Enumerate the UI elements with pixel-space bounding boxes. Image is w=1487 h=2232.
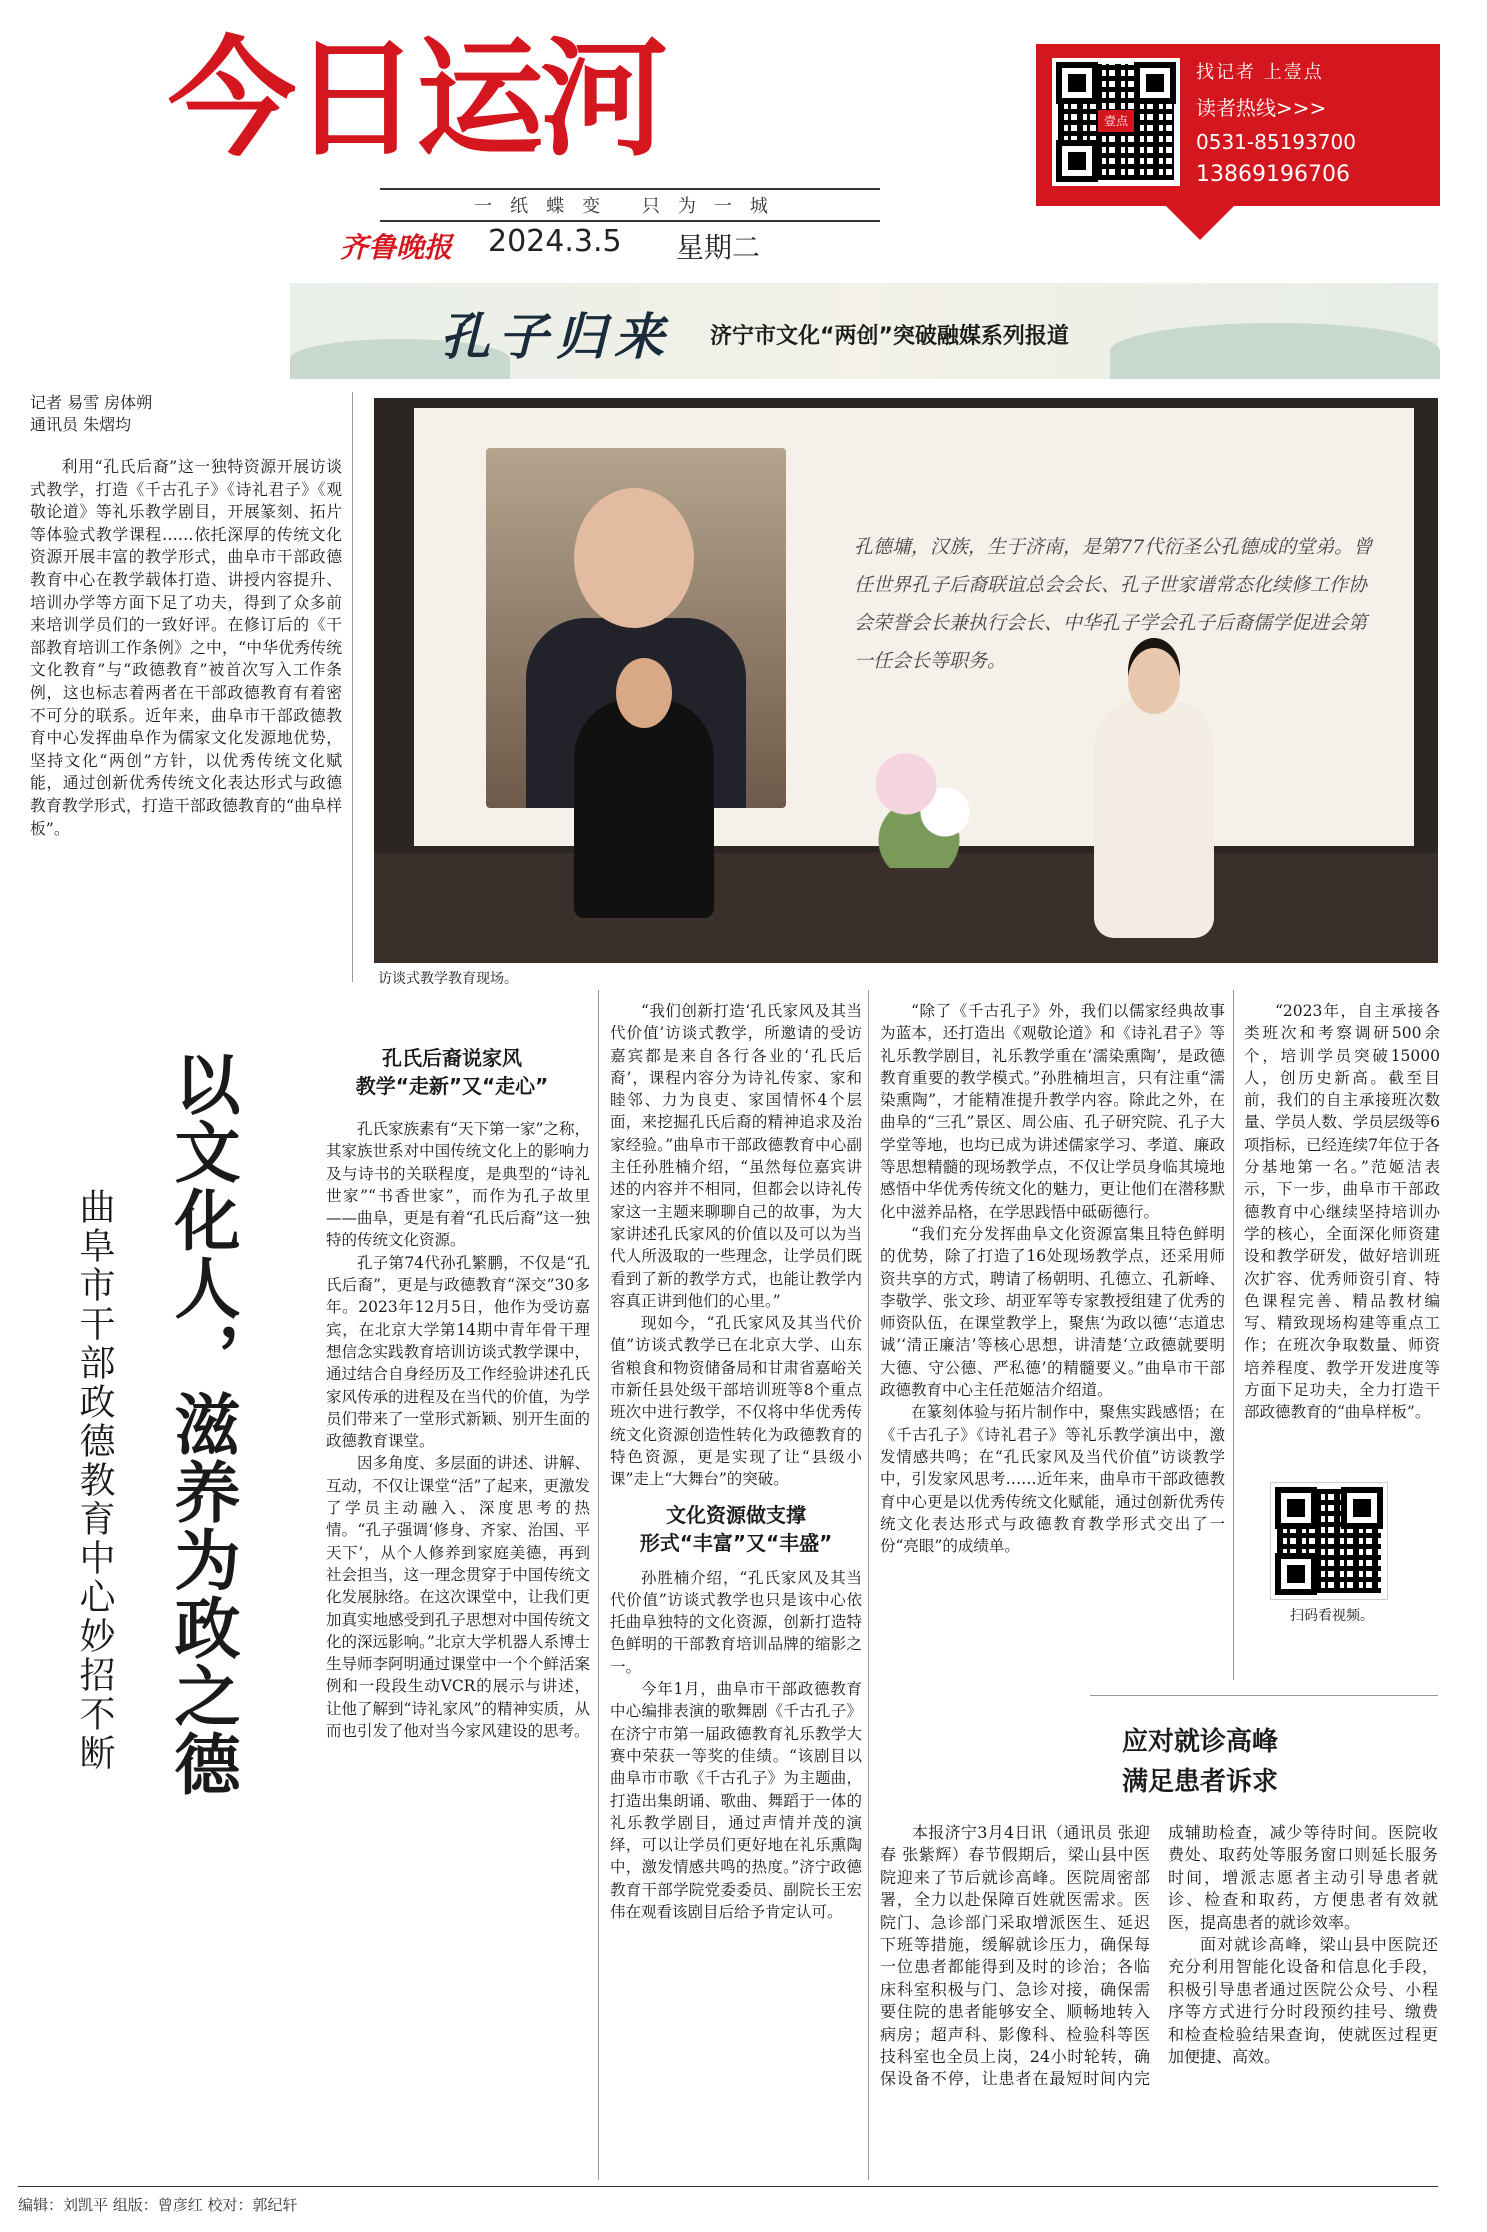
section2-heading: 文化资源做支撑 形式“丰富”又“丰盛” [639,1502,833,1555]
flower-arrangement [854,728,984,868]
series-subtitle: 济宁市文化“两创”突破融媒系列报道 [710,324,1069,349]
speech-bubble-tail [1160,200,1240,240]
paper-name: 齐鲁晚报 [340,231,453,264]
video-qr-code-icon[interactable] [1270,1482,1388,1600]
series-banner [290,283,1438,379]
intro-paragraph: 利用“孔氏后裔”这一独特资源开展访谈式教学，打造《千古孔子》《诗礼君子》《观敬论道》等礼乐教学剧目，开展篆刻、拓片等体验式教学课程……依托深厚的传统文化资源开展丰富的教学形式，曲阜市干部政德教育中心在教学载体打造、讲授内容提升、培训办学等方面下足了功夫，得到了众多前来培训学员们的一致好评。在修订后的《干部教育培训工作条例》之中，“中华优秀传统文化教育”与“政德教育”被首次写入工作条例，这也标志着两者在干部政德教育有着密不可分的联系。近年来，曲阜市干部政德教育中心发挥曲阜作为儒家文化发源地优势，坚持文化“两创”方针，以优秀传统文化赋能，通过创新优秀传统文化表达形式与政德教育教学形式，打造干部政德教育的“曲阜样板”。 [30,457,342,838]
qr-code-icon[interactable] [1052,58,1180,186]
article2-title: 应对就诊高峰 满足患者诉求 [1121,1727,1278,1797]
byline-correspondent: 通讯员 朱熠均 [30,415,132,434]
headline: 以文化人，滋养为政之德 [163,1050,241,1798]
series-brand: 孔子归来 [440,307,672,366]
issue-date: 2024.3.5 [488,224,622,259]
contact-box [1036,44,1440,206]
host-figure [1094,698,1214,938]
byline-reporters: 记者 易雪 房体朔 [30,393,153,412]
subheadline: 曲阜市干部政德教育中心妙招不断 [74,1188,115,1773]
qr-caption: 扫码看视频。 [1290,1608,1374,1624]
masthead-slogan: 一纸蝶变 只为一城 [380,188,880,222]
speaker-figure [574,698,714,918]
section2-col-a: “除了《千古孔子》外，我们以儒家经典故事为蓝本，还打造出《观敬论道》和《诗礼君子》等礼乐教学剧目，礼乐教学重在‘濡染熏陶’，是政德教育重要的教学模式。”孙胜楠坦言，只有注重“濡染熏陶”，才能精准提升教学内容。除此之外，在曲阜的“三孔”景区、周公庙、孔子研究院、孔子大学堂等地，也均已成为讲述儒家学习、孝道、廉政等思想精髓的现场教学点，不仅让学员身临其境地感悟中华优秀传统文化的魅力，更让他们在潜移默化中滋养品格，在学思践悟中砥砺德行。 “我们充分发挥曲阜文化资源富集且特色鲜明的优势，除了打造了16处现场教学点，还采用师资共享的方式，聘请了杨朝明、孔德立、孔新峰、李敬学、张文珍、胡亚军等专家教授组建了优秀的师资队伍，在课堂教学上，聚焦‘为政以德’‘志道忠诚’‘清正廉洁’等核心思想，讲清楚‘立政德就要明大德、守公德、严私德’的精髓要义。”曲阜市干部政德教育中心主任范姬洁介绍道。 在篆刻体验与拓片制作中，聚焦实践感悟；在《千古孔子》《诗礼君子》等礼乐教学演出中，激发情感共鸣；在“孔氏家风及当代价值”访谈教学中，引发家风思考……近年来，曲阜市干部政德教育中心更是以优秀传统文化赋能，通过创新优秀传统文化表达形式与政德教育教学形式交出了一份“亮眼”的成绩单。 [880,1002,1225,1556]
qr-logo: 壹点 [1098,110,1134,132]
section2-col-b: “2023年，自主承接各类班次和考察调研500余个，培训学员突破15000人，创历史新高。截至目前，我们的自主承接班次数量、学员人数、学员层级等6项指标，已经连续7年位于各分基地第一名。”范姬洁表示，下一步，曲阜市干部政德教育中心继续坚持培训办学的核心，全面深化师资建设和教学研发，做好培训班次扩容、优秀师资引育、特色课程完善、精品教材编写、精致现场构建等重点工作；在班次争取数量、师资培养程度、教学开发进度等方面下足功夫，全力打造干部政德教育的“曲阜样板”。 [1244,1002,1440,1422]
section1-heading: 孔氏后裔说家风 教学“走新”又“走心” [355,1046,549,1098]
hotline-phone-1[interactable]: 0531-85193700 [1196,130,1356,154]
event-photo [374,398,1438,963]
photo-caption: 访谈式教学教育现场。 [378,971,518,987]
contact-slogan: 找记者 上壹点 [1196,62,1324,83]
screen-bio-text: 孔德墉，汉族，生于济南，是第77代衍圣公孔德成的堂弟。曾任世界孔子后裔联谊总会会长、孔子世家谱常态化续修工作协会荣誉会长兼执行会长、中华孔子学会孔子后裔儒学促进会第一任会长等职务。 [854,536,1373,672]
issue-weekday: 星期二 [676,231,761,264]
section1-col-a: 孔氏家族素有“天下第一家”之称，其家族世系对中国传统文化上的影响力及与诗书的关联程度，是典型的“诗礼世家”“书香世家”，而作为孔子故里——曲阜，更是有着“孔氏后裔”这一独特的传统文化资源。 孔子第74代孙孔繁鹏，不仅是“孔氏后裔”，更是与政德教育“深交”30多年。2023年12月5日，他作为受访嘉宾，在北京大学第14期中青年骨干理想信念实践教育培训访谈式教学课中，通过结合自身经历及工作经验讲述孔氏家风传承的进程及在当代的价值，为学员们带来了一堂形式新颖、别开生面的政德教育课堂。 因多角度、多层面的讲述、讲解、互动，不仅让课堂“活”了起来，更激发了学员主动融入、深度思考的热情。“孔子强调‘修身、齐家、治国、平天下’，从个人修养到家庭美德，再到社会担当，这一理念贯穿于中国传统文化发展脉络。在这次课堂中，让我们更加真实地感受到孔子思想对中国传统文化的深远影响。”北京大学机器人系博士生导师李阿明通过课堂中一个个鲜活案例和一段段生动VCR的展示与讲述，让他了解到“诗礼家风”的精神实质，从而也引发了他对当今家风建设的思考。 [326,1120,590,1741]
footer-credits: 编辑：刘凯平 组版：曾彦红 校对：郭纪轩 [18,2196,298,2214]
hotline-label: 读者热线>>> [1196,96,1327,120]
article2-body: 本报济宁3月4日讯（通讯员 张迎春 张紫辉）春节假期后，梁山县中医院迎来了节后就诊高峰。医院周密部署，全力以赴保障百姓就医需求。医院门、急诊部门采取增派医生、延迟下班等措施，缓解就诊压力，确保每一位患者都能得到及时的诊治；各临床科室积极与门、急诊对接，确保需要住院的患者能够安全、顺畅地转入病房；超声科、影像科、检验科等医技科室也全员上岗，24小时轮转，确保设备不停，让患者在最短时间内完成辅助检查，减少等待时间。医院收费处、取药处等服务窗口则延长服务时间，增派志愿者主动引导患者就诊、检查和取药，方便患者有效就医，提高患者的就诊效率。 面对就诊高峰，梁山县中医院还充分利用智能化设备和信息化手段，积极引导患者通过医院公众号、小程序等方式进行分时段预约挂号、缴费和检查检验结果查询，使就医过程更加便捷、高效。 [880,1823,1438,2089]
hotline-phone-2[interactable]: 13869196706 [1196,162,1350,187]
masthead-title: 今日运河 [168,25,665,174]
section1-col-b: “我们创新打造‘孔氏家风及其当代价值’访谈式教学，所邀请的受访嘉宾都是来自各行各业的‘孔氏后裔’，课程内容分为诗礼传家、家和睦邻、力为良吏、家国情怀4个层面，来挖掘孔氏后裔的精神追求及治家经验。”曲阜市干部政德教育中心副主任孙胜楠介绍，“虽然每位嘉宾讲述的内容并不相同，但都会以诗礼传家这一主题来聊聊自己的故事，为大家讲述孔氏家风的价值以及可以为当代人所汲取的一些理念，让学员们既看到了新的教学方式，也能让教学内容真正讲到他们的心里。” 现如今，“孔氏家风及其当代价值”访谈式教学已在北京大学、山东省粮食和物资储备局和甘肃省嘉峪关市新任县处级干部培训班等8个重点班次中进行教学，不仅将中华优秀传统文化资源创造性转化为政德教育的特色资源，更是实现了让“县级小课”走上“大舞台”的突破。 文化资源做支撑 形式“丰富”又“丰盛” 孙胜楠介绍，“孔氏家风及其当代价值”访谈式教学也只是该中心依托曲阜独特的文化资源，创新打造特色鲜明的干部教育培训品牌的缩影之一。 今年1月，曲阜市干部政德教育中心编排表演的歌舞剧《千古孔子》在济宁市第一届政德教育礼乐教学大赛中荣获一等奖的佳绩。“该剧目以曲阜市市歌《千古孔子》为主题曲，打造出集朗诵、歌曲、舞蹈于一体的礼乐教学剧目，通过声情并茂的演绎，可以让学员们更好地在礼乐熏陶中，激发情感共鸣的热度。”济宁政德教育干部学院党委委员、副院长王宏伟在观看该剧目后给予肯定认可。 [610,1002,862,1921]
byline [30,392,152,436]
